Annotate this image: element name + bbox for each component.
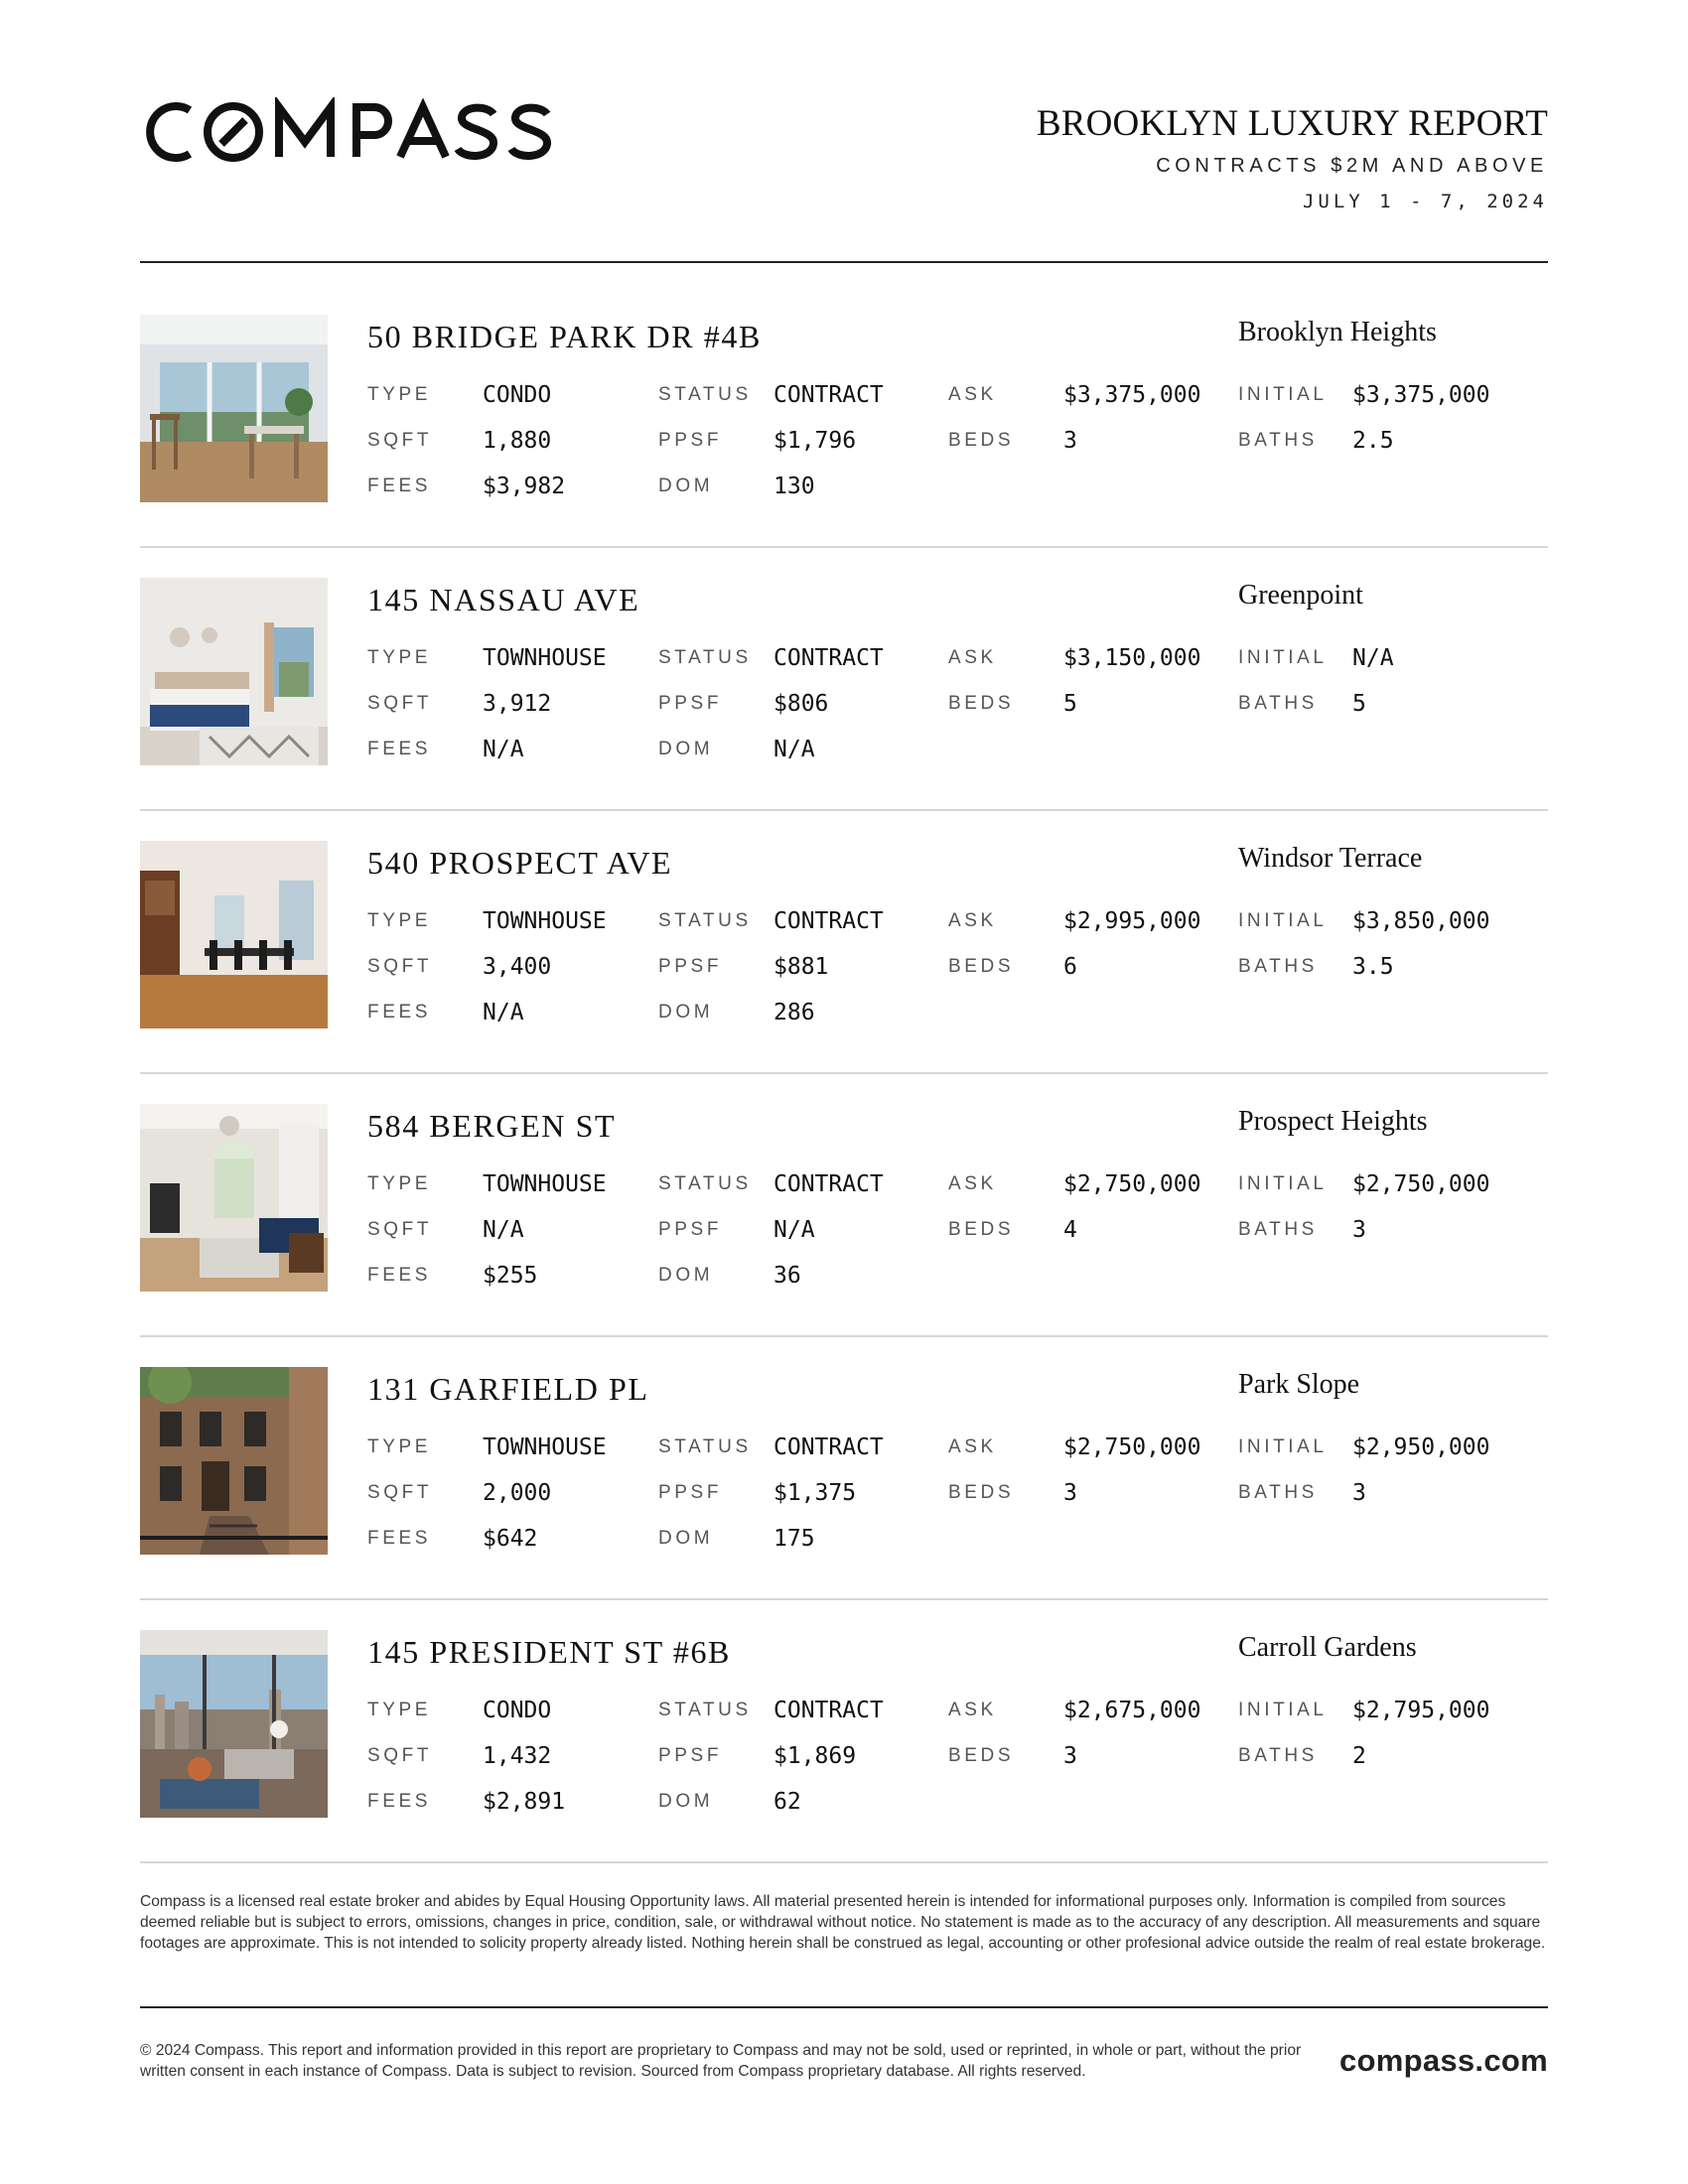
fees-value: N/A	[483, 737, 524, 762]
listing-row[interactable]	[140, 1630, 1548, 1893]
type-value: TOWNHOUSE	[483, 1434, 607, 1460]
sqft-label: SQFT	[367, 1745, 433, 1766]
fees-label: FEES	[367, 1002, 432, 1023]
status-label: STATUS	[658, 384, 752, 405]
fees-label: FEES	[367, 739, 432, 759]
beds-label: BEDS	[948, 1745, 1015, 1766]
ppsf-label: PPSF	[658, 1219, 723, 1240]
status-value: CONTRACT	[774, 1171, 884, 1197]
initial-label: INITIAL	[1238, 1700, 1328, 1720]
listing-photo[interactable]	[140, 315, 328, 502]
listing-neighborhood: Windsor Terrace	[1238, 843, 1423, 874]
baths-value: 2.5	[1352, 428, 1394, 454]
sqft-label: SQFT	[367, 1482, 433, 1503]
fees-value: $642	[483, 1526, 538, 1552]
ask-label: ASK	[948, 647, 997, 668]
type-label: TYPE	[367, 384, 432, 405]
beds-value: 3	[1063, 1743, 1077, 1769]
ask-value: $2,995,000	[1063, 908, 1201, 934]
status-value: CONTRACT	[774, 908, 884, 934]
initial-label: INITIAL	[1238, 647, 1328, 668]
baths-value: 3.5	[1352, 954, 1394, 980]
fees-label: FEES	[367, 476, 432, 496]
ask-label: ASK	[948, 1700, 997, 1720]
baths-label: BATHS	[1238, 693, 1318, 714]
ask-value: $2,675,000	[1063, 1698, 1201, 1723]
dom-label: DOM	[658, 1002, 714, 1023]
fees-label: FEES	[367, 1528, 432, 1549]
status-label: STATUS	[658, 647, 752, 668]
fees-value: N/A	[483, 1000, 524, 1025]
type-label: TYPE	[367, 1173, 432, 1194]
listing-address[interactable]: 145 NASSAU AVE	[367, 582, 640, 617]
listing-photo[interactable]	[140, 1630, 328, 1818]
baths-value: 5	[1352, 691, 1366, 717]
status-label: STATUS	[658, 1173, 752, 1194]
ppsf-value: $881	[774, 954, 829, 980]
report-title: BROOKLYN LUXURY REPORT	[1036, 103, 1548, 144]
status-value: CONTRACT	[774, 1698, 884, 1723]
listing-address[interactable]: 145 PRESIDENT ST #6B	[367, 1634, 731, 1670]
initial-value: $3,850,000	[1352, 908, 1490, 934]
sqft-value: 3,400	[483, 954, 552, 980]
beds-value: 4	[1063, 1217, 1077, 1243]
type-value: TOWNHOUSE	[483, 645, 607, 671]
ask-label: ASK	[948, 910, 997, 931]
baths-label: BATHS	[1238, 430, 1318, 451]
listing-neighborhood: Prospect Heights	[1238, 1106, 1428, 1137]
baths-label: BATHS	[1238, 1482, 1318, 1503]
initial-label: INITIAL	[1238, 384, 1328, 405]
dom-value: N/A	[774, 737, 815, 762]
legal-disclaimer: Compass is a licensed real estate broker and abides by Equal Housing Opportunity laws. All material presented herein is intended for informational purposes only. Information is compiled from sources deemed reliable but is subject to errors, omissions, changes in price, condition, sale, or withdrawal without notice. No statement is made as to the accuracy of any description. All measurements and square footages are approximate. This is not intended to solicity property already listed. Nothing herein shall be construed as legal, accounting or other profesional advice outside the realm of real estate brokerage.	[140, 1893, 1546, 1952]
ppsf-value: $806	[774, 691, 829, 717]
ppsf-label: PPSF	[658, 1745, 723, 1766]
listing-row[interactable]	[140, 1104, 1548, 1367]
listing-neighborhood: Brooklyn Heights	[1238, 317, 1437, 347]
fees-value: $2,891	[483, 1789, 566, 1815]
ppsf-label: PPSF	[658, 956, 723, 977]
listing-divider	[140, 1072, 1548, 1074]
dom-label: DOM	[658, 476, 714, 496]
header-divider	[140, 261, 1548, 263]
beds-value: 6	[1063, 954, 1077, 980]
listing-divider	[140, 1598, 1548, 1600]
beds-label: BEDS	[948, 430, 1015, 451]
dom-value: 62	[774, 1789, 801, 1815]
initial-value: N/A	[1352, 645, 1394, 671]
fees-value: $255	[483, 1263, 538, 1289]
fees-label: FEES	[367, 1791, 432, 1812]
listing-address[interactable]: 540 PROSPECT AVE	[367, 845, 673, 881]
dom-label: DOM	[658, 1791, 714, 1812]
initial-value: $2,950,000	[1352, 1434, 1490, 1460]
initial-label: INITIAL	[1238, 1173, 1328, 1194]
report-subtitle: CONTRACTS $2M AND ABOVE	[1156, 155, 1548, 177]
dom-value: 175	[774, 1526, 815, 1552]
sqft-label: SQFT	[367, 1219, 433, 1240]
sqft-label: SQFT	[367, 956, 433, 977]
report-header	[140, 97, 1548, 212]
type-value: CONDO	[483, 1698, 552, 1723]
listing-row[interactable]	[140, 841, 1548, 1104]
sqft-value: 1,432	[483, 1743, 552, 1769]
status-value: CONTRACT	[774, 645, 884, 671]
beds-value: 5	[1063, 691, 1077, 717]
ask-value: $3,150,000	[1063, 645, 1201, 671]
status-label: STATUS	[658, 1700, 752, 1720]
sqft-label: SQFT	[367, 430, 433, 451]
footer-website-link[interactable]: compass.com	[1338, 2043, 1548, 2078]
fees-value: $3,982	[483, 474, 566, 499]
status-value: CONTRACT	[774, 382, 884, 408]
type-value: TOWNHOUSE	[483, 908, 607, 934]
ppsf-label: PPSF	[658, 693, 723, 714]
ppsf-label: PPSF	[658, 430, 723, 451]
initial-label: INITIAL	[1238, 1436, 1328, 1457]
ppsf-value: $1,869	[774, 1743, 857, 1769]
initial-value: $2,750,000	[1352, 1171, 1490, 1197]
listing-address[interactable]: 131 GARFIELD PL	[367, 1371, 649, 1407]
sqft-value: 2,000	[483, 1480, 552, 1506]
listing-neighborhood: Carroll Gardens	[1238, 1632, 1417, 1663]
beds-label: BEDS	[948, 693, 1015, 714]
listing-divider	[140, 1861, 1548, 1863]
ppsf-value: $1,375	[774, 1480, 857, 1506]
ask-label: ASK	[948, 1173, 997, 1194]
dom-value: 286	[774, 1000, 815, 1025]
baths-value: 3	[1352, 1480, 1366, 1506]
dom-label: DOM	[658, 739, 714, 759]
listing-row[interactable]	[140, 578, 1548, 841]
baths-label: BATHS	[1238, 1219, 1318, 1240]
beds-label: BEDS	[948, 1482, 1015, 1503]
ppsf-value: N/A	[774, 1217, 815, 1243]
listing-address[interactable]: 50 BRIDGE PARK DR #4B	[367, 319, 762, 354]
beds-label: BEDS	[948, 1219, 1015, 1240]
type-label: TYPE	[367, 910, 432, 931]
listing-divider	[140, 809, 1548, 811]
listing-photo[interactable]	[140, 1367, 328, 1555]
dom-value: 130	[774, 474, 815, 499]
sqft-label: SQFT	[367, 693, 433, 714]
status-label: STATUS	[658, 1436, 752, 1457]
listing-row[interactable]	[140, 1367, 1548, 1630]
sqft-value: 1,880	[483, 428, 552, 454]
sqft-value: 3,912	[483, 691, 552, 717]
compass-logo	[140, 97, 567, 167]
status-value: CONTRACT	[774, 1434, 884, 1460]
listing-divider	[140, 546, 1548, 548]
dom-value: 36	[774, 1263, 801, 1289]
type-label: TYPE	[367, 1700, 432, 1720]
beds-label: BEDS	[948, 956, 1015, 977]
copyright-notice: © 2024 Compass. This report and information provided in this report are proprietary to Compass and may not be sold, used or reprinted, in whole or part, without the prior written consent in each instance of Compass. Data is subject to revision. Sourced from Compass proprietary database. All rights reserved.	[140, 2042, 1302, 2080]
type-value: CONDO	[483, 382, 552, 408]
report-date-range: JULY 1 - 7, 2024	[1302, 191, 1548, 212]
type-value: TOWNHOUSE	[483, 1171, 607, 1197]
initial-label: INITIAL	[1238, 910, 1328, 931]
dom-label: DOM	[658, 1265, 714, 1286]
beds-value: 3	[1063, 428, 1077, 454]
beds-value: 3	[1063, 1480, 1077, 1506]
dom-label: DOM	[658, 1528, 714, 1549]
ask-value: $2,750,000	[1063, 1171, 1201, 1197]
initial-value: $2,795,000	[1352, 1698, 1490, 1723]
listing-photo[interactable]	[140, 578, 328, 765]
listing-neighborhood: Park Slope	[1238, 1369, 1360, 1400]
baths-value: 3	[1352, 1217, 1366, 1243]
ppsf-value: $1,796	[774, 428, 857, 454]
ask-value: $3,375,000	[1063, 382, 1201, 408]
initial-value: $3,375,000	[1352, 382, 1490, 408]
ppsf-label: PPSF	[658, 1482, 723, 1503]
fees-label: FEES	[367, 1265, 432, 1286]
ask-label: ASK	[948, 384, 997, 405]
sqft-value: N/A	[483, 1217, 524, 1243]
type-label: TYPE	[367, 647, 432, 668]
ask-label: ASK	[948, 1436, 997, 1457]
status-label: STATUS	[658, 910, 752, 931]
listing-row[interactable]	[140, 315, 1548, 578]
listing-address[interactable]: 584 BERGEN ST	[367, 1108, 617, 1144]
listing-divider	[140, 1335, 1548, 1337]
baths-label: BATHS	[1238, 1745, 1318, 1766]
footer-divider	[140, 2006, 1548, 2008]
listing-neighborhood: Greenpoint	[1238, 580, 1363, 611]
type-label: TYPE	[367, 1436, 432, 1457]
listing-photo[interactable]	[140, 1104, 328, 1292]
baths-value: 2	[1352, 1743, 1366, 1769]
baths-label: BATHS	[1238, 956, 1318, 977]
listing-photo[interactable]	[140, 841, 328, 1028]
ask-value: $2,750,000	[1063, 1434, 1201, 1460]
